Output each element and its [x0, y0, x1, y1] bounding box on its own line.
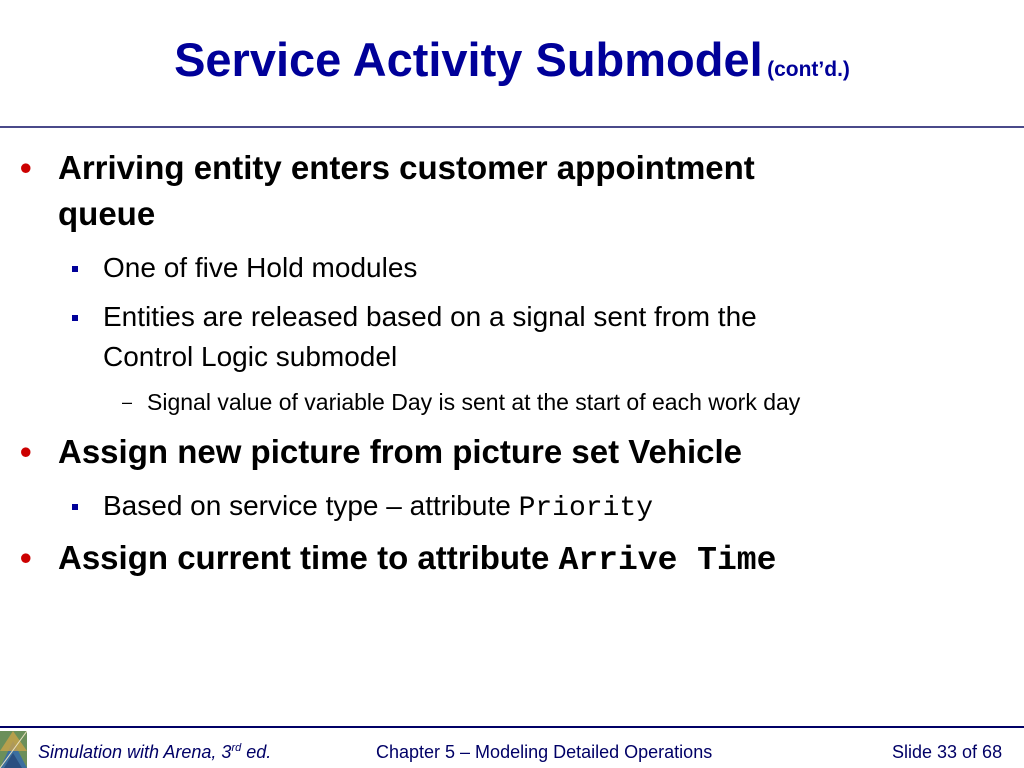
footer-book-title-suffix: ed.: [241, 742, 272, 762]
priority-attribute-code: Priority: [518, 493, 653, 524]
arena-logo-icon: [0, 731, 27, 768]
sub-bullet-marker-1-1: [72, 266, 78, 272]
footer-divider: [0, 726, 1024, 728]
slide-title-suffix: (cont’d.): [767, 58, 850, 81]
footer-slide-number: Slide 33 of 68: [892, 742, 1003, 762]
sub-bullet-1-1: One of five Hold modules: [103, 252, 418, 283]
sub-sub-bullet-marker: –: [122, 392, 133, 412]
sub-bullet-marker-1-2: [72, 315, 78, 321]
bullet-marker-1: •: [20, 149, 32, 186]
footer-book-title-text: Simulation with Arena, 3: [38, 742, 232, 762]
bullet-3-text: Assign current time to attribute: [58, 539, 559, 576]
sub-bullet-2-1-text: Based on service type – attribute: [103, 490, 519, 521]
bullet-1-line2: queue: [58, 195, 156, 232]
bullet-marker-2: •: [20, 433, 32, 470]
bullet-2: Assign new picture from picture set Vehicle: [58, 433, 743, 470]
arrive-time-attribute-code: Arrive Time: [558, 542, 777, 579]
sub-bullet-2-1: [103, 486, 653, 529]
slide-title-main: Service Activity Submodel: [174, 33, 763, 86]
sub-bullet-marker-2-1: [72, 504, 78, 510]
bullet-3: [58, 536, 776, 583]
sub-bullet-1-2-line2: Control Logic submodel: [103, 341, 398, 372]
footer-book-title: [38, 740, 271, 764]
bullet-1-line1: Arriving entity enters customer appointment: [58, 149, 755, 186]
bullet-marker-3: •: [20, 539, 32, 576]
sub-sub-bullet-1-2-1: Signal value of variable Day is sent at the start of each work day: [147, 389, 801, 415]
footer-chapter: Chapter 5 – Modeling Detailed Operations: [376, 742, 713, 762]
footer-book-edition-superscript: rd: [231, 742, 242, 754]
sub-bullet-1-2-line1: Entities are released based on a signal sent from the: [103, 301, 757, 332]
